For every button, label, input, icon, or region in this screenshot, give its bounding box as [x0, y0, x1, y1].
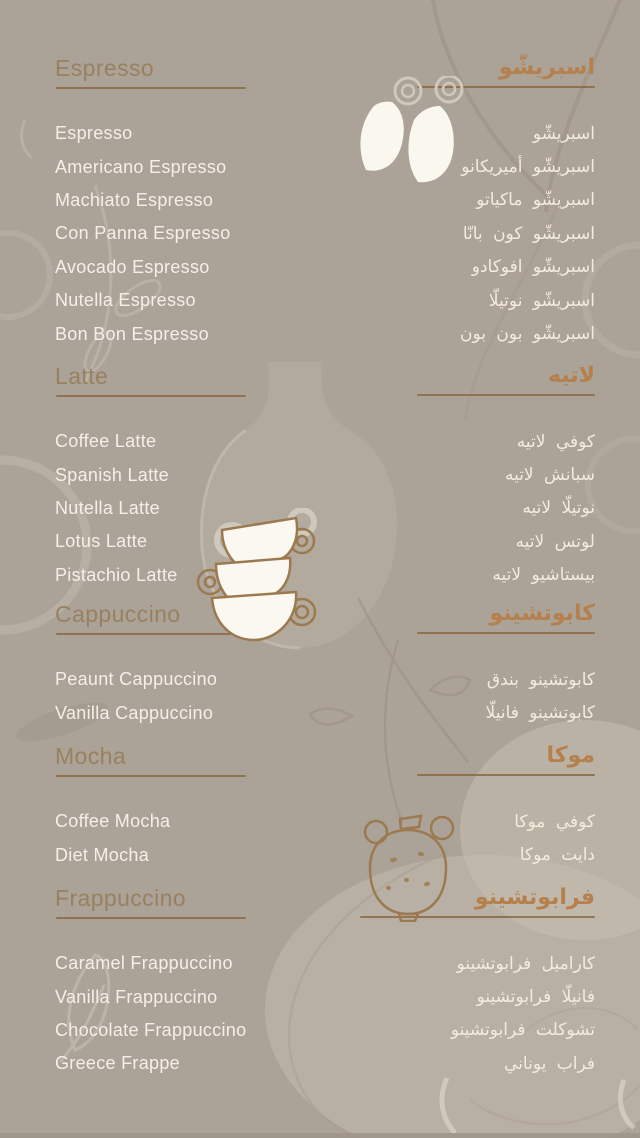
menu-item-row — [55, 317, 595, 350]
menu-item-row — [55, 663, 595, 696]
menu-item-row — [55, 217, 595, 250]
menu-item-en: Nutella Latte — [55, 497, 160, 518]
section-title-en: Frappuccino — [55, 885, 186, 911]
menu-item-ar: اسبريشّو افوكادو — [471, 257, 595, 278]
menu-item-row — [55, 284, 595, 317]
espresso-cups-icon — [352, 76, 478, 184]
menu-item-ar: اسبريشّو ماكياتو — [476, 190, 595, 211]
menu-item-ar: نوتيلّا لاتيه — [522, 498, 595, 519]
section-title-ar: موكا — [546, 743, 595, 768]
menu-item-row — [55, 980, 595, 1013]
menu-item-row — [55, 838, 595, 871]
menu-item-en: Chocolate Frappuccino — [55, 1019, 247, 1040]
header-underline — [56, 87, 246, 89]
menu-item-en: Peaunt Cappuccino — [55, 669, 218, 690]
menu-item-en: Lotus Latte — [55, 531, 148, 552]
section-items — [55, 663, 595, 730]
section-header-ar — [548, 364, 595, 396]
menu-item-ar: اسبريشّو بون بون — [460, 324, 595, 345]
menu-item-ar: كوفي لاتيه — [516, 431, 595, 452]
menu-item-row — [55, 947, 595, 980]
section-title-en: Latte — [55, 363, 109, 389]
header-underline — [417, 774, 595, 776]
header-underline — [417, 632, 595, 634]
menu-item-en: Espresso — [55, 123, 133, 144]
menu-item-ar: فانيلّا فرابوتشينو — [476, 987, 595, 1008]
section-header-en — [55, 886, 186, 919]
section-header-en — [55, 602, 180, 635]
section-title-ar: كابوتشينو — [489, 601, 595, 626]
menu-section-espresso — [55, 55, 595, 345]
menu-section-latte — [55, 363, 595, 586]
menu-item-row — [55, 805, 595, 838]
menu-item-ar: كوفي موكا — [514, 811, 595, 832]
menu-item-ar: بيستاشيو لاتيه — [492, 565, 595, 586]
menu-item-row — [55, 1047, 595, 1080]
menu-item-en: Vanilla Frappuccino — [55, 986, 218, 1007]
header-underline — [56, 395, 246, 397]
menu-item-row — [55, 458, 595, 491]
menu-item-en: Coffee Latte — [55, 431, 157, 452]
section-header-en — [55, 364, 108, 397]
menu-item-en: Spanish Latte — [55, 464, 169, 485]
menu-item-en: Caramel Frappuccino — [55, 953, 233, 974]
menu-item-en: Machiato Espresso — [55, 189, 214, 210]
menu-item-row — [55, 696, 595, 729]
section-title-ar: فرابوتشينو — [474, 885, 595, 910]
menu-item-en: Avocado Espresso — [55, 256, 210, 277]
menu-item-row — [55, 117, 595, 150]
section-header-ar — [475, 886, 595, 918]
menu-item-ar: تشوكلت فرابوتشينو — [450, 1020, 595, 1041]
vase-sketch-icon — [362, 810, 462, 922]
menu-item-en: Diet Mocha — [55, 844, 150, 865]
menu-item-ar: اسبريشّو كون بانّا — [462, 223, 595, 244]
section-header-ar — [499, 56, 595, 88]
menu-item-ar: فراب يوناني — [504, 1053, 595, 1074]
menu-item-ar: كابوتشينو بندق — [486, 669, 595, 690]
menu-item-en: Pistachio Latte — [55, 564, 178, 585]
section-title-ar: اسبريشّو — [498, 55, 595, 80]
menu-item-en: Greece Frappe — [55, 1053, 180, 1074]
menu-item-ar: لوتس لاتيه — [515, 531, 595, 552]
menu-item-row — [55, 425, 595, 458]
menu-item-en: Bon Bon Espresso — [55, 323, 209, 344]
menu-item-ar: كاراميل فرابوتشينو — [456, 953, 595, 974]
menu-item-row — [55, 251, 595, 284]
menu-item-ar: كابوتشينو فانيلّا — [485, 703, 595, 724]
stacked-cups-icon — [192, 508, 327, 648]
menu-item-ar: اسبريشّو أميريكانو — [461, 157, 595, 178]
section-title-en: Espresso — [55, 55, 155, 81]
menu-item-row — [55, 1014, 595, 1047]
menu-section-frappuccino — [55, 885, 595, 1074]
section-header-en — [55, 56, 154, 89]
menu-item-row — [55, 150, 595, 183]
menu-item-en: Nutella Espresso — [55, 290, 196, 311]
menu-section-mocha — [55, 743, 595, 866]
menu-item-ar: اسبريشّو نوتيلّا — [488, 290, 595, 311]
menu-item-en: Vanilla Cappuccino — [55, 702, 214, 723]
menu-item-ar: اسبريشّو — [532, 123, 595, 144]
section-title-ar: لاتيه — [548, 363, 595, 388]
section-items — [55, 117, 595, 351]
section-items — [55, 805, 595, 872]
section-title-en: Cappuccino — [55, 601, 181, 627]
section-header-ar — [547, 744, 595, 776]
header-underline — [417, 394, 595, 396]
menu-item-en: Con Panna Espresso — [55, 223, 231, 244]
menu-item-ar: دايت موكا — [519, 845, 595, 866]
menu-item-en: Coffee Mocha — [55, 811, 171, 832]
bottom-edge-strip — [0, 1133, 640, 1138]
section-header-ar — [489, 602, 595, 634]
menu-item-row — [55, 184, 595, 217]
section-items — [55, 947, 595, 1081]
header-underline — [56, 917, 246, 919]
section-header-en — [55, 744, 126, 777]
header-underline — [56, 775, 246, 777]
section-title-en: Mocha — [55, 743, 127, 769]
menu-item-en: Americano Espresso — [55, 156, 227, 177]
menu-item-ar: سبانش لاتيه — [504, 465, 595, 486]
